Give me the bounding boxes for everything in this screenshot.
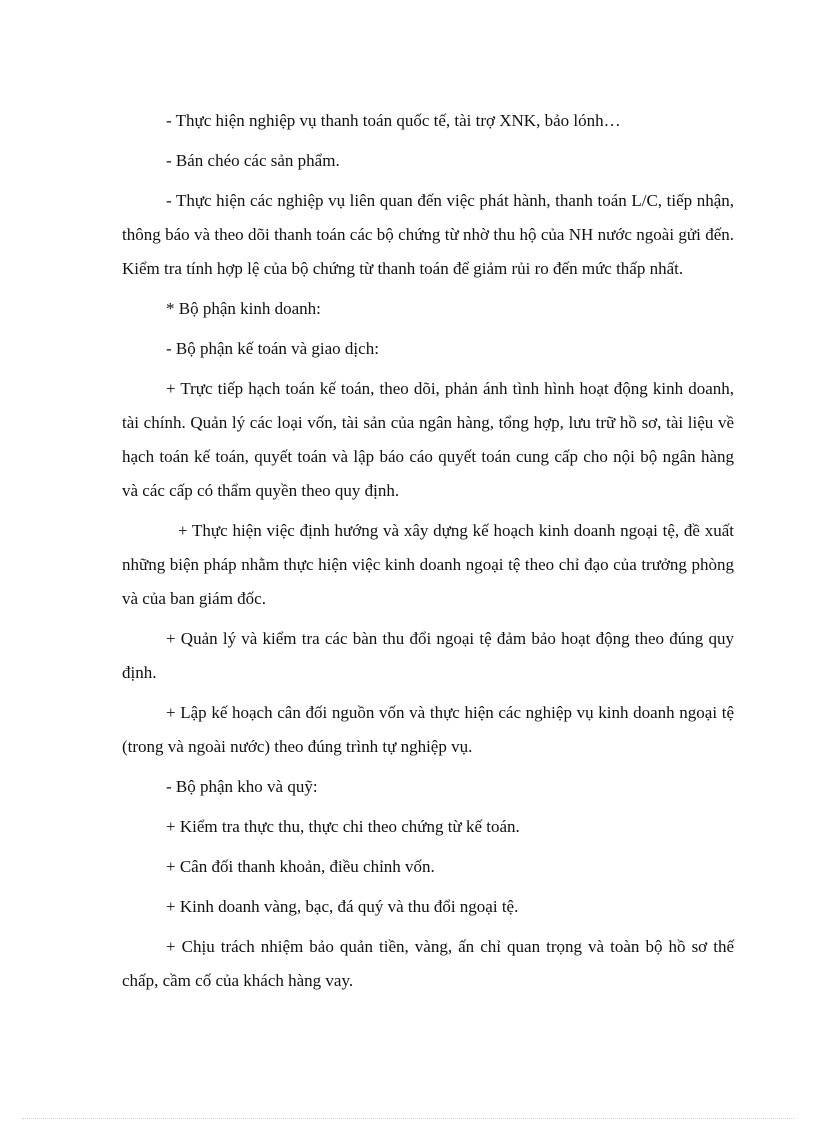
paragraph-lc-operations: - Thực hiện các nghiệp vụ liên quan đến việc phát hành, thanh toán L/C, tiếp nhận, thông báo và theo dõi thanh toán các bộ chứng từ nhờ thu hộ của NH nước ngoài gửi đến. Kiểm tra tính hợp lệ của bộ chứng từ thanh toán để giảm rủi ro đến mức thấp nhất. [122,191,734,278]
paragraph-fx-counters: + Quản lý và kiểm tra các bàn thu đổi ngoại tệ đảm bảo hoạt động theo đúng quy định. [122,629,734,682]
paragraph-liquidity: + Cân đối thanh khoản, điều chỉnh vốn. [166,857,435,876]
paragraph-intl-payment: - Thực hiện nghiệp vụ thanh toán quốc tế, tài trợ XNK, bảo lónh… [166,111,621,130]
paragraph-accounting-dept-heading: - Bộ phận kế toán và giao dịch: [166,339,379,358]
paragraph-fx-planning: + Thực hiện việc định hướng và xây dựng kế hoạch kinh doanh ngoại tệ, đề xuất những biện pháp nhằm thực hiện việc kinh doanh ngoại tệ theo chỉ đạo của trưởng phòng và của ban giám đốc. [122,521,734,608]
paragraph-safekeeping: + Chịu trách nhiệm bảo quản tiền, vàng, ấn chỉ quan trọng và toàn bộ hồ sơ thế chấp, cầm cố của khách hàng vay. [122,937,734,990]
paragraph-gold-trading: + Kinh doanh vàng, bạc, đá quý và thu đổi ngoại tệ. [166,897,519,916]
paragraph-cash-check: + Kiểm tra thực thu, thực chi theo chứng từ kế toán. [166,817,520,836]
paragraph-treasury-heading: - Bộ phận kho và quỹ: [166,777,318,796]
paragraph-business-dept-heading: * Bộ phận kinh doanh: [166,299,321,318]
document-body [122,104,734,1004]
paragraph-cross-selling: - Bán chéo các sản phẩm. [166,151,340,170]
page-bottom-divider [22,1118,794,1119]
paragraph-accounting-duties: + Trực tiếp hạch toán kế toán, theo dõi, phản ánh tình hình hoạt động kinh doanh, tài chính. Quản lý các loại vốn, tài sản của ngân hàng, tổng hợp, lưu trữ hồ sơ, tài liệu về hạch toán kế toán, quyết toán và lập báo cáo quyết toán cung cấp cho nội bộ ngân hàng và các cấp có thẩm quyền theo quy định. [122,379,734,500]
paragraph-capital-balance: + Lập kế hoạch cân đối nguồn vốn và thực hiện các nghiệp vụ kinh doanh ngoại tệ (trong và ngoài nước) theo đúng trình tự nghiệp vụ. [122,703,734,756]
